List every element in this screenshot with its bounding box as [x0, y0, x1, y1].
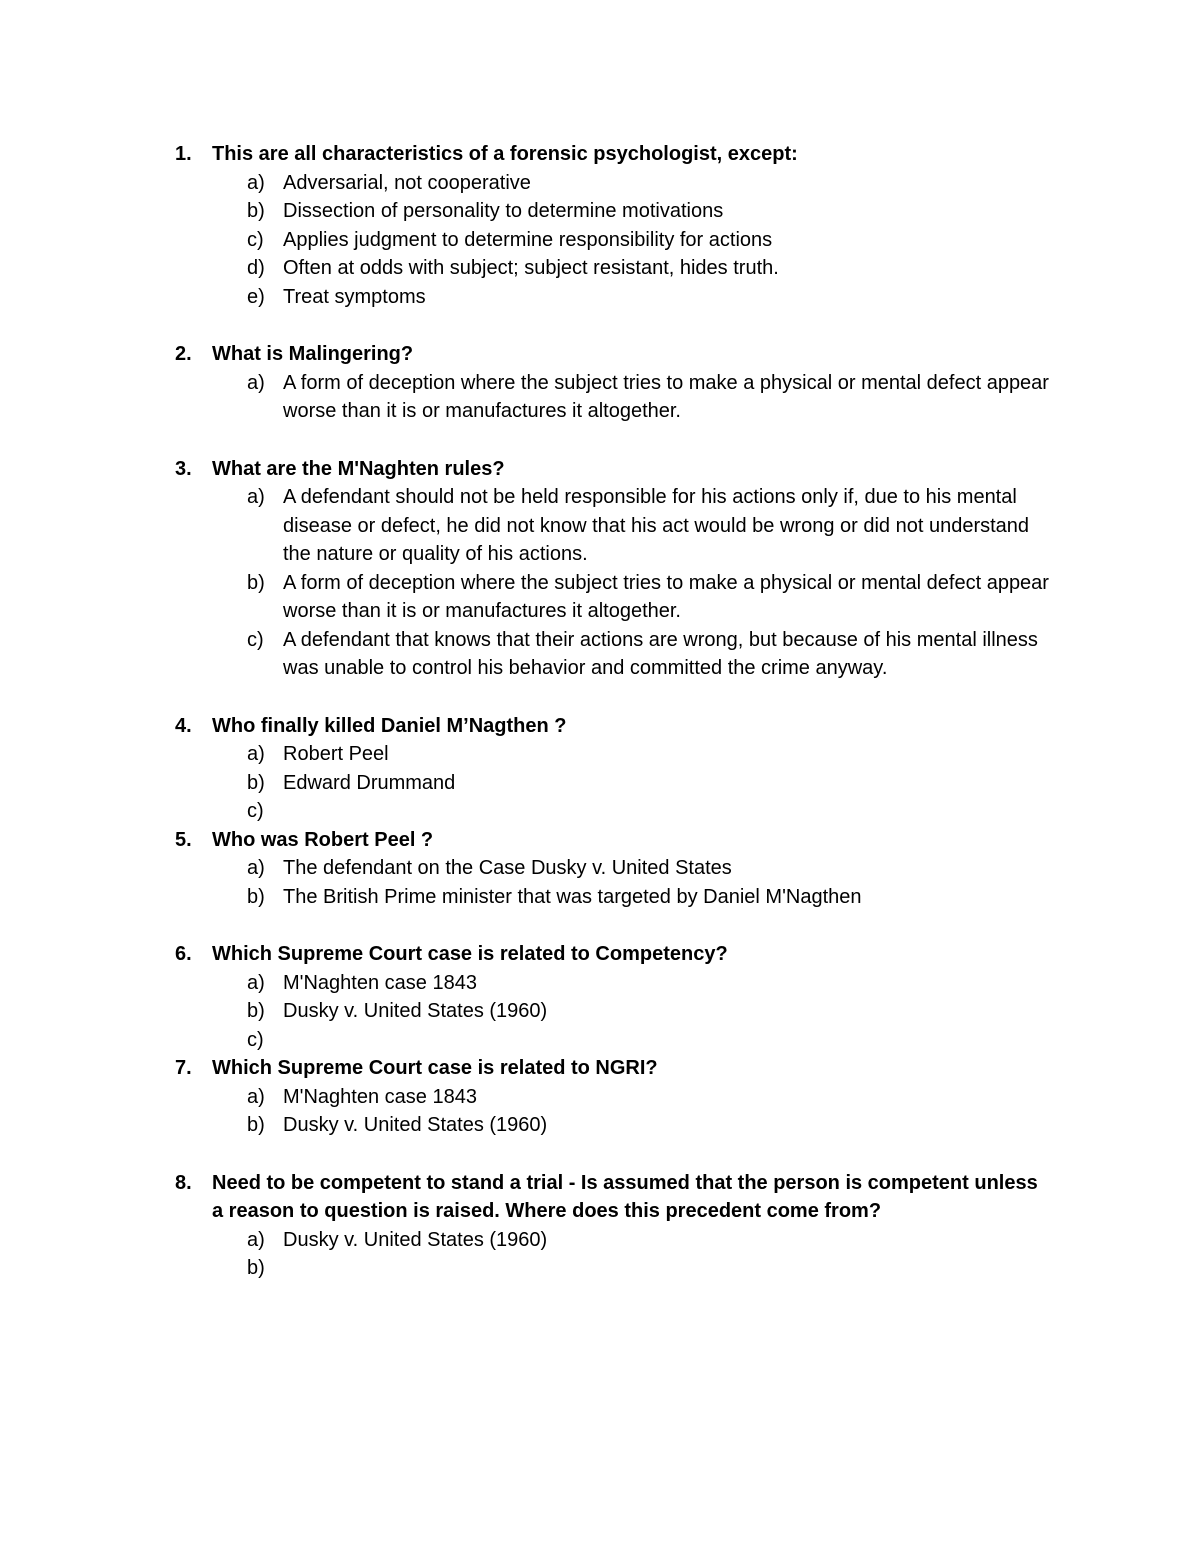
question-text: This are all characteristics of a forensic psychologist, except: [212, 143, 798, 165]
question-text: Who finally killed Daniel M’Nagthen ? [212, 714, 567, 737]
option-letter: a) [247, 1085, 265, 1108]
question-heading [0, 826, 1200, 855]
option-list [0, 483, 1200, 683]
question-5 [0, 826, 1200, 912]
question-number: 3. [175, 457, 192, 480]
option-text: M'Naghten case 1843 [283, 1085, 477, 1108]
question-text: What is Malingering? [212, 343, 414, 365]
option-text: Robert Peel [283, 743, 389, 765]
option-letter: c) [247, 628, 264, 651]
question-6 [0, 940, 1200, 1054]
option-item [0, 254, 1200, 283]
question-number: 6. [175, 943, 192, 965]
question-heading [0, 712, 1200, 741]
option-text: Dissection of personality to determine motivations [283, 200, 724, 222]
option-item [0, 197, 1200, 226]
spacer [0, 683, 1200, 712]
question-8 [0, 1169, 1200, 1283]
spacer [0, 426, 1200, 455]
question-heading [0, 940, 1200, 969]
option-letter: b) [247, 1114, 265, 1136]
option-item [0, 740, 1200, 769]
question-4 [0, 712, 1200, 826]
question-number: 1. [175, 143, 192, 165]
option-letter: a) [247, 857, 265, 879]
question-heading [0, 340, 1200, 369]
question-2 [0, 340, 1200, 426]
option-letter: b) [247, 571, 265, 594]
option-item [0, 1083, 1200, 1112]
option-letter: b) [247, 885, 265, 908]
option-item [0, 483, 1200, 569]
option-item [0, 626, 1200, 683]
option-item [0, 283, 1200, 312]
option-list [0, 969, 1200, 1055]
option-text: Edward Drummand [283, 771, 456, 794]
question-list [0, 140, 1200, 1283]
option-letter: b) [247, 771, 265, 794]
option-letter: b) [247, 1000, 265, 1022]
question-1 [0, 140, 1200, 311]
option-item [0, 769, 1200, 798]
question-number: 8. [175, 1171, 192, 1194]
spacer [0, 311, 1200, 340]
option-text: Adversarial, not cooperative [283, 171, 531, 194]
option-letter: e) [247, 285, 265, 308]
question-number: 2. [175, 343, 192, 365]
option-text: Treat symptoms [283, 285, 426, 308]
option-letter: a) [247, 371, 265, 394]
option-item [0, 1111, 1200, 1140]
option-letter: b) [247, 200, 265, 222]
question-heading [0, 455, 1200, 484]
question-number: 4. [175, 714, 192, 737]
option-letter: c) [247, 228, 264, 251]
option-item [0, 569, 1200, 626]
option-letter: a) [247, 971, 265, 994]
question-7 [0, 1054, 1200, 1140]
question-text: Which Supreme Court case is related to NGRI? [212, 1057, 658, 1079]
question-heading [0, 1054, 1200, 1083]
option-text: A form of deception where the subject tries to make a physical or mental defect appear worse than it is or manufactures it altogether. [283, 371, 1049, 422]
option-text: Often at odds with subject; subject resistant, hides truth. [283, 257, 779, 279]
option-item [0, 369, 1200, 426]
option-letter: a) [247, 486, 265, 508]
option-list [0, 854, 1200, 911]
option-letter: c) [247, 1028, 264, 1051]
option-list [0, 1226, 1200, 1283]
option-item [0, 797, 1200, 826]
option-text: Applies judgment to determine responsibility for actions [283, 228, 773, 251]
option-text: Dusky v. United States (1960) [283, 1114, 548, 1136]
question-number: 5. [175, 828, 192, 851]
option-text: M'Naghten case 1843 [283, 971, 477, 994]
question-heading [0, 1169, 1200, 1226]
question-text: Which Supreme Court case is related to Competency? [212, 943, 728, 965]
spacer [0, 911, 1200, 940]
question-heading [0, 140, 1200, 169]
option-item [0, 997, 1200, 1026]
option-list [0, 1083, 1200, 1140]
option-text: A defendant that knows that their actions are wrong, but because of his mental illness was unable to control his behavior and committed the crime anyway. [283, 628, 1038, 679]
question-3 [0, 455, 1200, 683]
spacer [0, 1140, 1200, 1169]
option-list [0, 369, 1200, 426]
option-item [0, 883, 1200, 912]
option-list [0, 169, 1200, 312]
option-letter: a) [247, 1228, 265, 1251]
option-text: The British Prime minister that was targeted by Daniel M'Nagthen [283, 885, 862, 908]
question-text: Need to be competent to stand a trial - Is assumed that the person is competent unless a reason to question is raised. Where does this precedent come from? [212, 1171, 1038, 1222]
question-text: Who was Robert Peel ? [212, 828, 434, 851]
option-letter: b) [247, 1257, 265, 1279]
option-item [0, 1254, 1200, 1283]
option-text: A defendant should not be held responsible for his actions only if, due to his mental disease or defect, he did not know that his act would be wrong or did not understand the nature or quality of his actions. [283, 486, 1030, 565]
option-letter: d) [247, 257, 265, 279]
option-letter: a) [247, 171, 265, 194]
option-list [0, 740, 1200, 826]
option-item [0, 1226, 1200, 1255]
option-item [0, 1026, 1200, 1055]
option-letter: a) [247, 743, 265, 765]
question-number: 7. [175, 1057, 192, 1079]
option-item [0, 969, 1200, 998]
option-text: Dusky v. United States (1960) [283, 1228, 548, 1251]
option-text: A form of deception where the subject tries to make a physical or mental defect appear worse than it is or manufactures it altogether. [283, 571, 1049, 622]
option-item [0, 169, 1200, 198]
option-letter: c) [247, 800, 264, 822]
option-text: The defendant on the Case Dusky v. United States [283, 857, 732, 879]
question-text: What are the M'Naghten rules? [212, 457, 505, 480]
option-item [0, 854, 1200, 883]
option-text: Dusky v. United States (1960) [283, 1000, 548, 1022]
option-item [0, 226, 1200, 255]
